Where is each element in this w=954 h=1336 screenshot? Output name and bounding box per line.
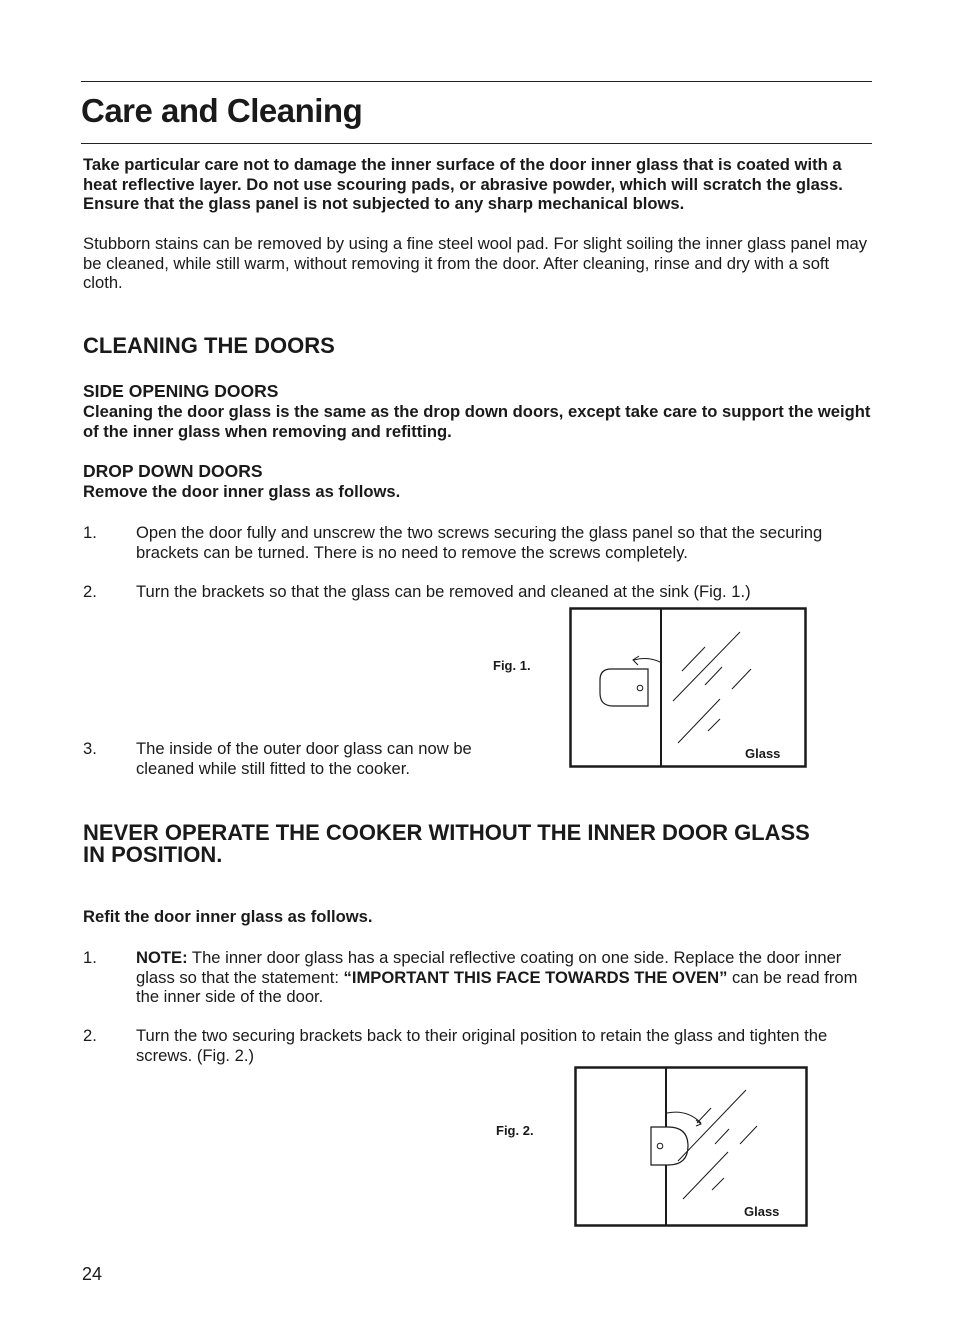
refit-step-1-before: The inner door glass has a special reflective coating on one side. Replace the door inner glass so that the statement: (136, 948, 842, 987)
step-2-text: Turn the brackets so that the glass can be removed and cleaned at the sink (Fig. 1.) (136, 582, 751, 601)
warning-line-2: IN POSITION. (83, 842, 223, 867)
glass-hatch (673, 632, 751, 743)
warning-line-1: NEVER OPERATE THE COOKER WITHOUT THE INNER DOOR GLASS (83, 820, 810, 845)
step-1-text: Open the door fully and unscrew the two screws securing the glass panel so that the securing brackets can be turned. There is no need to remove the screws completely. (136, 523, 823, 562)
intro-text: Stubborn stains can be removed by using a fine steel wool pad. For slight soiling the inner glass panel may be cleaned, while still warm, without removing it from the door. After cleaning, rinse and dry with a soft cloth. (83, 234, 868, 293)
refit-intro: Refit the door inner glass as follows. (83, 907, 373, 926)
refit-step-2-text: Turn the two securing brackets back to their original position to retain the glass and tighten the screws. (Fig. 2.) (136, 1026, 828, 1065)
glass-hatch (678, 1090, 757, 1199)
page-number: 24 (82, 1264, 103, 1284)
fig1-glass-label: Glass (745, 746, 781, 761)
drop-down-intro: Remove the door inner glass as follows. (83, 482, 401, 501)
refit-step-1-number: 1. (83, 948, 97, 967)
side-opening-text: Cleaning the door glass is the same as the drop down doors, except take care to support the weight of the inner glass when removing and refitting. (83, 402, 871, 441)
statement-text: “IMPORTANT THIS FACE TOWARDS THE OVEN” (343, 967, 728, 987)
side-opening-heading: SIDE OPENING DOORS (83, 381, 279, 401)
drop-down-heading: DROP DOWN DOORS (83, 461, 263, 481)
note-label: NOTE: (136, 948, 188, 967)
rotate-arrow-icon (633, 656, 662, 665)
refit-step-2-number: 2. (83, 1026, 97, 1045)
fig2-label: Fig. 2. (496, 1123, 534, 1138)
fig1-label: Fig. 1. (493, 658, 531, 673)
intro-warning: Take particular care not to damage the inner surface of the door inner glass that is coated with a heat reflective layer. Do not use scouring pads, or abrasive powder, which will scratch the glass. Ensure that the glass panel is not subjected to any sharp mechanical blows. (83, 155, 843, 214)
title-underline (81, 143, 872, 144)
fig1-diagram (569, 607, 809, 770)
step-2-number: 2. (83, 582, 97, 601)
refit-step-1-after: can be read from the inner side of the door. (136, 967, 858, 1007)
fig2-diagram (574, 1066, 810, 1229)
refit-step-1-text (136, 948, 868, 1007)
bracket-icon (600, 669, 648, 706)
bracket-icon (651, 1127, 688, 1165)
step-3-text: The inside of the outer door glass can now be cleaned while still fitted to the cooker. (136, 739, 472, 778)
step-1-number: 1. (83, 523, 97, 542)
cleaning-doors-heading: CLEANING THE DOORS (83, 333, 335, 358)
rotate-arrow-icon (667, 1112, 701, 1126)
top-rule (81, 81, 872, 82)
step-3-number: 3. (83, 739, 97, 758)
fig2-glass-label: Glass (744, 1204, 780, 1219)
page-title: Care and Cleaning (81, 92, 363, 129)
